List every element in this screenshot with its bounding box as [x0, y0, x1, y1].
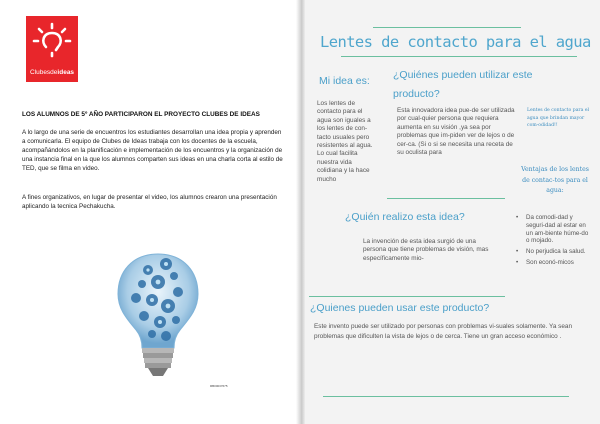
list-item: • Da comodi-dad y seguri-dad al estar en un am-biente húme-do o mojado.	[513, 214, 593, 245]
left-page	[0, 0, 299, 424]
image-caption: RB00037675	[210, 384, 228, 388]
highlight-note: Lentes de contacto para el agua que brindan mayor com-odidad!!	[527, 108, 590, 128]
idea-text: Los lentes de contacto para el agua son iguales a los lentes de con-tacto usuales pero resistentes al agua. Lo cual facilita nuestra vida colidiana y la hace mucho	[317, 100, 373, 183]
lightbulb-gears-icon	[108, 236, 208, 386]
lightbulb-gears-image	[108, 236, 208, 386]
made-text: La invención de esta idea surgió de una persona que tiene problemas de visión, mas específicamente mio-	[363, 238, 489, 262]
page-title: Lentes de contacto para el agua	[320, 33, 591, 51]
use-heading: ¿Quienes pueden usar este producto?	[310, 302, 490, 314]
top-divider	[373, 27, 521, 28]
article-paragraph-2: A fines organizativos, en lugar de presentar el video, los alumnos crearon una presentación aplicando la tecnica Pechakucha.	[22, 194, 277, 210]
right-page	[305, 0, 600, 424]
logo-text: Clubesdeideas	[29, 69, 75, 76]
idea-heading: Mi idea es:	[319, 75, 370, 87]
who-heading: ¿Quiénes pueden utilizar este producto?	[393, 69, 533, 100]
list-item: • No perjudica la salud.	[513, 248, 593, 256]
who-text: Esta innovadora idea pue-de ser utilizada por cual-quier persona que requiera aumenta en su visión ,ya sea por problemas que im-piden ver de lejos o de cer-ca. (Si o si se necesita una receta de su oculista para	[397, 107, 515, 157]
article-paragraph-1: A lo largo de una serie de encuentros los estudiantes desarrollan una idea propia y aprenden a comunicarla. El equipo de Clubes de Ideas trabaja con los docentes de la escuela, acompañándolos en la planificación e implementación de los encuentros y la organización de una instancia final en la que los alumnos comparten sus ideas en una charla corta al estilo de TED, que se filma en video.	[22, 129, 283, 172]
clubes-de-ideas-logo	[26, 16, 78, 82]
ventajas-list	[513, 214, 593, 270]
made-heading: ¿Quién realizo esta idea?	[345, 211, 465, 223]
use-text: Este invento puede ser utilizado por personas con problemas vi-suales solamente. Ya sean problemas que dificulten la vista de lejos o de cerca. Tiene un gran acceso económico .	[314, 323, 573, 340]
list-item: • Son econó-micos	[513, 259, 593, 267]
section-divider-2	[309, 296, 505, 297]
bottom-divider	[323, 396, 569, 397]
title-divider	[341, 56, 577, 57]
section-divider-1	[387, 198, 505, 199]
lightbulb-idea-icon	[32, 22, 72, 62]
article-headline: LOS ALUMNOS DE 5º AÑO PARTICIPARON EL PROYECTO CLUBES DE IDEAS	[22, 111, 260, 118]
ventajas-title: Ventajas de los lentes de contac-tos para el agua:	[521, 166, 589, 194]
